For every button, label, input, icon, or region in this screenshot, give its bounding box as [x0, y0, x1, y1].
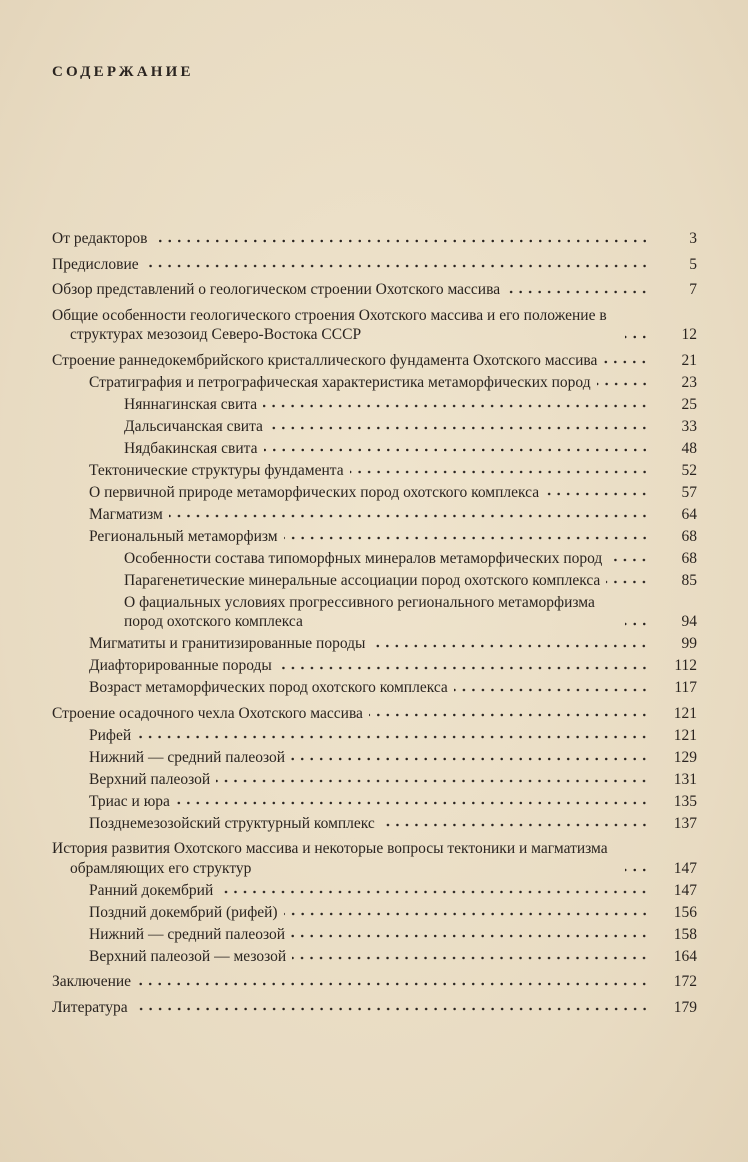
dot-leader: [545, 490, 649, 498]
toc-entry-title: Няннагинская свита: [124, 395, 258, 413]
dot-leader: [381, 821, 649, 829]
toc-entry-title: Строение раннедокембрийского кристаллического фундамента Охотского массива: [52, 351, 598, 369]
toc-page-number: 99: [681, 635, 697, 652]
toc-entry: [52, 972, 697, 992]
toc-page-number: 158: [673, 925, 697, 943]
toc-entry: [52, 792, 697, 812]
toc-entry: [52, 704, 697, 724]
toc-entry-title: Строение осадочного чехла Охотского массива: [52, 704, 363, 722]
dot-leader: [292, 954, 649, 962]
toc-entry: [52, 814, 697, 834]
dot-leader: [154, 237, 650, 245]
toc-page-number: 112: [674, 657, 697, 674]
toc-entry: [52, 593, 697, 632]
dot-leader: [350, 468, 649, 476]
dot-leader: [278, 664, 649, 672]
toc-entry: [52, 483, 697, 503]
toc-entry-title: Верхний палеозой: [89, 770, 211, 788]
toc-page-number: 21: [681, 351, 697, 369]
toc-entry: [52, 925, 697, 945]
toc-entry-title: История развития Охотского массива и некоторые вопросы тектоники и магматизма обрамляющих его структур: [52, 840, 608, 877]
toc-page-number: 121: [673, 704, 697, 722]
toc-entry-title: Дальсичанская свита: [124, 417, 263, 435]
toc-entry: [52, 748, 697, 768]
dot-leader: [137, 980, 649, 988]
toc-entry-title: Возраст метаморфических пород охотского комплекса: [89, 679, 448, 696]
toc-entry-title: О первичной природе метаморфических пород охотского комплекса: [89, 483, 540, 501]
dot-leader: [219, 888, 649, 896]
dot-leader: [597, 380, 649, 388]
toc-entry: [52, 505, 697, 525]
toc-page-number: 129: [673, 748, 697, 766]
toc-page-number: 94: [681, 613, 697, 630]
dot-leader: [625, 333, 649, 341]
toc-entry-title: Предисловие: [52, 255, 139, 273]
toc-entry: [52, 417, 697, 437]
toc-entry: [52, 947, 697, 967]
toc-entry: [52, 770, 697, 790]
toc-entry: [52, 280, 697, 300]
dot-leader: [606, 578, 649, 586]
dot-leader: [506, 288, 649, 296]
toc-page-number: 137: [673, 814, 697, 832]
dot-leader: [169, 512, 649, 520]
toc-entry-title: Диафторированные породы: [89, 657, 272, 674]
dot-leader: [371, 642, 649, 650]
toc-entry: [52, 229, 697, 249]
toc-page-number: 131: [673, 770, 697, 788]
toc-page-number: 135: [673, 792, 697, 810]
toc-entry: [52, 571, 697, 591]
toc-entry: [52, 549, 697, 569]
toc-page-number: 68: [681, 549, 697, 567]
toc-page-number: 147: [673, 859, 697, 877]
toc-entry-title: Мигматиты и гранитизированные породы: [89, 635, 366, 652]
dot-leader: [216, 777, 649, 785]
dot-leader: [145, 262, 649, 270]
toc-page-number: 25: [681, 395, 697, 413]
toc-page-number: 5: [689, 255, 697, 273]
dot-leader: [269, 424, 649, 432]
dot-leader: [608, 556, 649, 564]
toc-entry-title: О фациальных условиях прогрессивного регионального метаморфизма пород охотского комплекса: [124, 593, 595, 630]
dot-leader: [284, 910, 649, 918]
toc-page-number: 179: [673, 998, 697, 1016]
toc-entry-title: Рифей: [89, 726, 132, 744]
toc-entry: [52, 998, 697, 1018]
dot-leader: [625, 866, 649, 874]
dot-leader: [284, 534, 649, 542]
toc-page-number: 7: [689, 281, 697, 298]
toc-entry-title: Нижний — средний палеозой: [89, 925, 286, 943]
toc-page-number: 156: [673, 903, 697, 921]
toc-entry: [52, 903, 697, 923]
toc-entry: [52, 351, 697, 371]
toc-entry-title: Триас и юра: [89, 792, 170, 810]
toc-page-number: 57: [681, 483, 697, 501]
toc-page-number: 121: [673, 726, 697, 744]
dot-leader: [134, 1005, 649, 1013]
toc-page-number: 3: [689, 230, 697, 247]
toc-entry: [52, 461, 697, 481]
toc-page-number: 64: [681, 505, 697, 523]
toc-entry-title: Позднемезозойский структурный комплекс: [89, 814, 375, 832]
toc-entry-title: Верхний палеозой — мезозой: [89, 947, 287, 965]
toc-entry: [52, 439, 697, 459]
toc-page-number: 117: [674, 679, 697, 696]
toc-page-number: 52: [681, 461, 697, 479]
toc-entry: [52, 395, 697, 415]
dot-leader: [263, 402, 649, 410]
dot-leader: [369, 711, 649, 719]
toc-page-number: 147: [673, 881, 697, 899]
toc-entry: [52, 634, 697, 654]
toc-entry: [52, 656, 697, 676]
toc-entry-title: Заключение: [52, 973, 132, 990]
toc-page-number: 48: [681, 439, 697, 457]
toc-entry-title: Общие особенности геологического строения Охотского массива и его положение в структурах мезозоид Северо-Востока СССР: [52, 306, 607, 343]
toc-entry-title: Особенности состава типоморфных минералов метаморфических пород: [124, 549, 603, 567]
dot-leader: [264, 446, 650, 454]
toc-page-number: 172: [673, 973, 697, 990]
toc-page-number: 23: [681, 373, 697, 391]
toc-entry-title: Региональный метаморфизм: [89, 527, 278, 545]
table-of-contents: [52, 229, 697, 1020]
dot-leader: [603, 358, 649, 366]
toc-entry: [52, 306, 697, 345]
toc-entry: [52, 839, 697, 878]
toc-entry: [52, 726, 697, 746]
toc-entry-title: Нядбакинская свита: [124, 439, 258, 457]
toc-entry-title: Парагенетические минеральные ассоциации пород охотского комплекса: [124, 571, 601, 589]
toc-page-number: 33: [681, 417, 697, 435]
dot-leader: [291, 932, 649, 940]
page-title: СОДЕРЖАНИЕ: [52, 64, 194, 80]
toc-entry-title: Нижний — средний палеозой: [89, 748, 286, 766]
toc-entry-title: Стратиграфия и петрографическая характеристика метаморфических пород: [89, 373, 591, 391]
dot-leader: [291, 755, 649, 763]
toc-page-number: 85: [681, 571, 697, 589]
toc-entry-title: Магматизм: [89, 505, 163, 523]
toc-entry-title: Поздний докембрий (рифей): [89, 903, 278, 921]
dot-leader: [625, 620, 649, 628]
toc-entry-title: Литература: [52, 998, 128, 1016]
toc-entry: [52, 527, 697, 547]
toc-entry-title: Обзор представлений о геологическом строении Охотского массива: [52, 281, 501, 298]
toc-page-number: 164: [673, 947, 697, 965]
toc-entry: [52, 678, 697, 698]
toc-page-number: 12: [681, 326, 697, 343]
dot-leader: [137, 733, 649, 741]
dot-leader: [176, 799, 649, 807]
dot-leader: [454, 686, 649, 694]
toc-entry-title: Тектонические структуры фундамента: [89, 461, 344, 479]
toc-entry: [52, 881, 697, 901]
toc-page-number: 68: [681, 527, 697, 545]
toc-entry-title: Ранний докембрий: [89, 881, 214, 899]
toc-entry: [52, 255, 697, 275]
toc-entry-title: От редакторов: [52, 230, 148, 247]
toc-entry: [52, 373, 697, 393]
